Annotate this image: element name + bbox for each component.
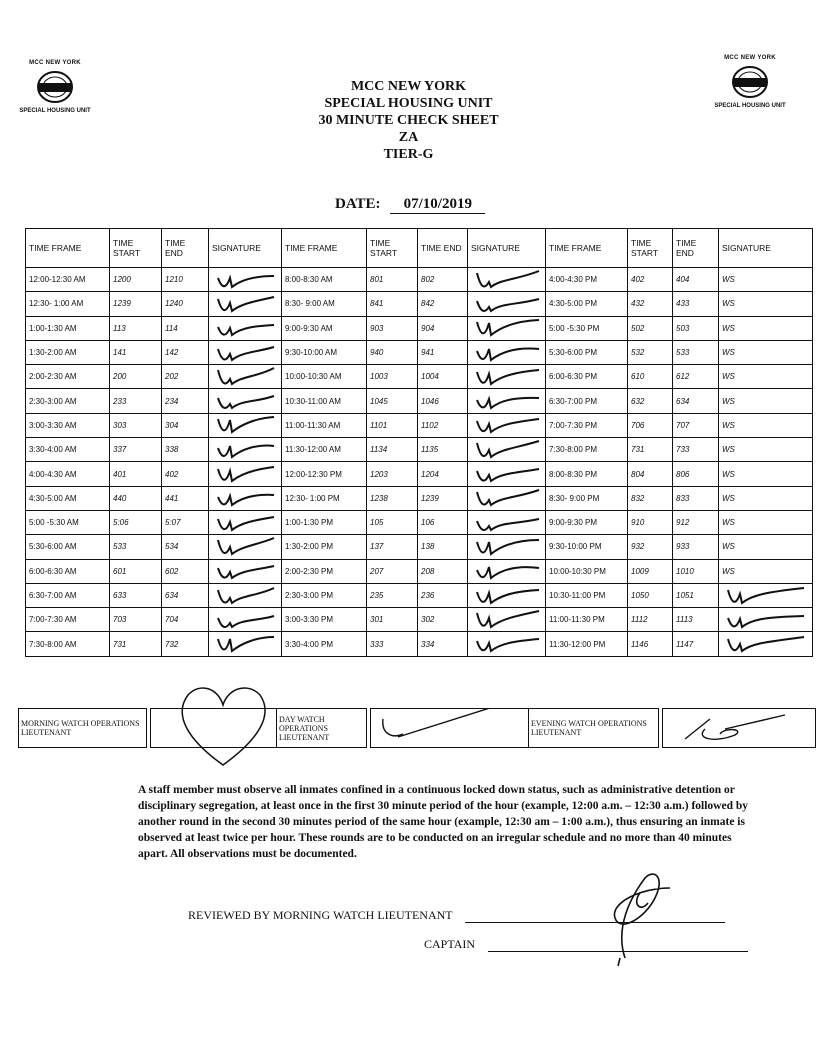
signature-cell[interactable] <box>468 413 546 437</box>
initials-scribble-mark <box>722 585 810 607</box>
time-start-cell[interactable]: 533 <box>110 535 162 559</box>
time-start-cell[interactable]: 910 <box>628 510 673 534</box>
time-end-cell[interactable]: 912 <box>673 510 719 534</box>
title-line-1: MCC NEW YORK <box>350 79 467 94</box>
table-row <box>26 510 813 534</box>
time-end-cell[interactable]: 1102 <box>418 413 468 437</box>
initials-scribble-mark <box>471 342 545 364</box>
initials-scribble-mark <box>471 585 545 607</box>
signature-cell[interactable] <box>209 486 282 510</box>
time-start-cell[interactable]: 801 <box>367 268 418 292</box>
day-lieutenant-signature-box[interactable] <box>371 709 529 748</box>
table-row <box>26 268 813 292</box>
initials-scribble-mark <box>471 439 545 461</box>
time-frame-cell[interactable]: 11:30-12:00 AM <box>282 438 367 462</box>
time-frame-cell[interactable]: 3:00-3:30 PM <box>282 608 367 632</box>
time-start-cell[interactable]: 1203 <box>367 462 418 486</box>
signature-cell[interactable] <box>209 340 282 364</box>
time-end-cell[interactable]: 208 <box>418 559 468 583</box>
logo-top-text: MCC NEW YORK <box>724 55 776 61</box>
time-end-cell[interactable]: 1135 <box>418 438 468 462</box>
time-frame-cell[interactable]: 11:30-12:00 PM <box>546 632 628 656</box>
time-frame-cell[interactable]: 12:30- 1:00 PM <box>282 486 367 510</box>
date-value: 07/10/2019 <box>390 196 485 214</box>
signature-cell[interactable] <box>209 632 282 656</box>
initials-scribble-mark <box>212 512 280 534</box>
evening-lieutenant-signature-box[interactable] <box>663 709 816 748</box>
time-start-cell[interactable]: 601 <box>110 559 162 583</box>
time-end-cell[interactable]: 338 <box>162 438 209 462</box>
time-frame-cell[interactable]: 10:00-10:30 AM <box>282 365 367 389</box>
time-start-cell[interactable]: 137 <box>367 535 418 559</box>
time-end-cell[interactable]: 634 <box>162 583 209 607</box>
day-lieutenant-label: DAY WATCH OPERATIONS LIEUTENANT <box>277 709 367 748</box>
initials-scribble-mark <box>471 317 545 339</box>
time-start-cell[interactable]: 1003 <box>367 365 418 389</box>
captain-signature-mark <box>560 858 700 968</box>
time-frame-cell[interactable]: 9:00-9:30 AM <box>282 316 367 340</box>
time-end-cell[interactable]: 534 <box>162 535 209 559</box>
column-header: TIME START <box>628 229 673 268</box>
table-row <box>26 340 813 364</box>
time-end-cell[interactable]: 1210 <box>162 268 209 292</box>
signature-cell[interactable]: WS <box>719 340 813 364</box>
time-frame-cell[interactable]: 10:30-11:00 PM <box>546 583 628 607</box>
time-frame-cell[interactable]: 9:00-9:30 PM <box>546 510 628 534</box>
time-end-cell[interactable]: 114 <box>162 316 209 340</box>
time-end-cell[interactable]: 106 <box>418 510 468 534</box>
time-frame-cell[interactable]: 5:00 -5:30 PM <box>546 316 628 340</box>
initials-scribble-mark <box>471 269 545 291</box>
time-end-cell[interactable]: 433 <box>673 292 719 316</box>
initials-scribble-mark <box>212 609 280 631</box>
signature-cell[interactable] <box>468 510 546 534</box>
logo-bottom-text: SPECIAL HOUSING UNIT <box>714 103 786 109</box>
table-row <box>26 413 813 437</box>
time-end-cell[interactable]: 707 <box>673 413 719 437</box>
time-start-cell[interactable]: 333 <box>367 632 418 656</box>
time-frame-cell[interactable]: 5:30-6:00 AM <box>26 535 110 559</box>
signature-cell[interactable] <box>468 583 546 607</box>
time-start-cell[interactable]: 401 <box>110 462 162 486</box>
time-end-cell[interactable]: 933 <box>673 535 719 559</box>
time-frame-cell[interactable]: 4:00-4:30 PM <box>546 268 628 292</box>
column-header: SIGNATURE <box>209 229 282 268</box>
initials-scribble-mark <box>212 439 280 461</box>
signature-cell[interactable]: WS <box>719 535 813 559</box>
time-frame-cell[interactable]: 10:00-10:30 PM <box>546 559 628 583</box>
initials-scribble-mark <box>471 293 545 315</box>
column-header: TIME START <box>367 229 418 268</box>
signature-cell[interactable] <box>719 608 813 632</box>
initials-scribble-mark <box>471 609 545 631</box>
signature-cell[interactable]: WS <box>719 510 813 534</box>
reviewed-by-label: REVIEWED BY MORNING WATCH LIEUTENANT <box>188 908 453 922</box>
time-start-cell[interactable]: 1112 <box>628 608 673 632</box>
time-start-cell[interactable]: 633 <box>110 583 162 607</box>
time-end-cell[interactable]: 733 <box>673 438 719 462</box>
initials-scribble-mark <box>212 366 280 388</box>
time-end-cell[interactable]: 503 <box>673 316 719 340</box>
initials-scribble-mark <box>471 366 545 388</box>
column-header: TIME END <box>673 229 719 268</box>
table-header-row <box>26 229 813 268</box>
time-start-cell[interactable]: 632 <box>628 389 673 413</box>
table-row <box>26 316 813 340</box>
signature-cell[interactable] <box>209 462 282 486</box>
time-end-cell[interactable]: 234 <box>162 389 209 413</box>
initials-scribble-mark <box>212 317 280 339</box>
time-end-cell[interactable]: 1113 <box>673 608 719 632</box>
time-frame-cell[interactable]: 5:00 -5:30 AM <box>26 510 110 534</box>
time-start-cell[interactable]: 207 <box>367 559 418 583</box>
time-end-cell[interactable]: 634 <box>673 389 719 413</box>
signature-cell[interactable] <box>209 316 282 340</box>
signature-cell[interactable]: WS <box>719 316 813 340</box>
initials-scribble-mark <box>471 512 545 534</box>
initials-scribble-mark <box>471 414 545 436</box>
time-start-cell[interactable]: 610 <box>628 365 673 389</box>
time-start-cell[interactable]: 940 <box>367 340 418 364</box>
time-start-cell[interactable]: 841 <box>367 292 418 316</box>
time-end-cell[interactable]: 802 <box>418 268 468 292</box>
initials-scribble-mark <box>212 342 280 364</box>
time-frame-cell[interactable]: 11:00-11:30 PM <box>546 608 628 632</box>
signature-cell[interactable] <box>468 292 546 316</box>
time-start-cell[interactable]: 402 <box>628 268 673 292</box>
table-row <box>26 438 813 462</box>
signature-cell[interactable] <box>468 316 546 340</box>
table-row <box>26 583 813 607</box>
signature-cell[interactable] <box>209 292 282 316</box>
time-frame-cell[interactable]: 1:00-1:30 PM <box>282 510 367 534</box>
signature-cell[interactable] <box>719 583 813 607</box>
time-start-cell[interactable]: 141 <box>110 340 162 364</box>
time-start-cell[interactable]: 532 <box>628 340 673 364</box>
time-start-cell[interactable]: 440 <box>110 486 162 510</box>
time-frame-cell[interactable]: 12:30- 1:00 AM <box>26 292 110 316</box>
initials-scribble-mark <box>212 414 280 436</box>
table-row <box>26 389 813 413</box>
time-start-cell[interactable]: 113 <box>110 316 162 340</box>
initials-scribble-mark <box>471 487 545 509</box>
time-frame-cell[interactable]: 3:30-4:00 PM <box>282 632 367 656</box>
initials-scribble-mark <box>471 463 545 485</box>
time-frame-cell[interactable]: 2:30-3:00 PM <box>282 583 367 607</box>
time-frame-cell[interactable]: 4:30-5:00 PM <box>546 292 628 316</box>
evening-lieutenant-label: EVENING WATCH OPERATIONS LIEUTENANT <box>529 709 659 748</box>
table-row <box>26 559 813 583</box>
time-end-cell[interactable]: 704 <box>162 608 209 632</box>
time-start-cell[interactable]: 1146 <box>628 632 673 656</box>
time-end-cell[interactable]: 302 <box>418 608 468 632</box>
time-start-cell[interactable]: 1239 <box>110 292 162 316</box>
signature-cell[interactable] <box>209 365 282 389</box>
time-end-cell[interactable]: 404 <box>673 268 719 292</box>
observation-policy-notice: A staff member must observe all inmates confined in a continuous locked down status, such as administrative detention or disciplinary segregation, at least once in the first 30 minute period of the hour (example, 12:00 a.m. – 12:30 a.m.) followed by another round in the second 30 minutes period of the same hour (example, 12:30 am – 1:00 a.m.), thus ensuring an inmate is observed at least twice per hour. These rounds are to be conducted on an irregular schedule and no more than 40 minutes apart. All observations must be documented. <box>138 784 748 860</box>
signature-cell[interactable]: WS <box>719 365 813 389</box>
initials-scribble-mark <box>212 269 280 291</box>
time-end-cell[interactable]: 1239 <box>418 486 468 510</box>
signature-cell[interactable]: WS <box>719 268 813 292</box>
time-end-cell[interactable]: 732 <box>162 632 209 656</box>
time-end-cell[interactable]: 806 <box>673 462 719 486</box>
column-header: SIGNATURE <box>719 229 813 268</box>
title-line-5: TIER-G <box>383 147 434 162</box>
signature-cell[interactable] <box>468 340 546 364</box>
time-end-cell[interactable]: 1051 <box>673 583 719 607</box>
column-header: TIME START <box>110 229 162 268</box>
column-header: TIME END <box>418 229 468 268</box>
time-end-cell[interactable]: 1046 <box>418 389 468 413</box>
initials-scribble-mark <box>212 633 280 655</box>
signature-cell[interactable] <box>209 268 282 292</box>
table-row <box>26 365 813 389</box>
time-start-cell[interactable]: 233 <box>110 389 162 413</box>
signature-cell[interactable]: WS <box>719 438 813 462</box>
time-frame-cell[interactable]: 7:30-8:00 PM <box>546 438 628 462</box>
time-frame-cell[interactable]: 4:30-5:00 AM <box>26 486 110 510</box>
time-frame-cell[interactable]: 7:00-7:30 PM <box>546 413 628 437</box>
time-start-cell[interactable]: 903 <box>367 316 418 340</box>
signature-cell[interactable] <box>468 365 546 389</box>
time-start-cell[interactable]: 301 <box>367 608 418 632</box>
signature-cell[interactable] <box>468 438 546 462</box>
table-row <box>26 535 813 559</box>
initials-scribble-mark <box>212 560 280 582</box>
time-start-cell[interactable]: 706 <box>628 413 673 437</box>
time-end-cell[interactable]: 612 <box>673 365 719 389</box>
table-row <box>26 608 813 632</box>
signature-cell[interactable] <box>468 268 546 292</box>
signature-cell[interactable]: WS <box>719 389 813 413</box>
time-frame-cell[interactable]: 1:00-1:30 AM <box>26 316 110 340</box>
date-field <box>335 196 485 214</box>
time-end-cell[interactable]: 833 <box>673 486 719 510</box>
time-end-cell[interactable]: 1147 <box>673 632 719 656</box>
signature-cell[interactable] <box>719 632 813 656</box>
time-start-cell[interactable]: 1009 <box>628 559 673 583</box>
initials-scribble-mark <box>212 585 280 607</box>
time-frame-cell[interactable]: 6:30-7:00 PM <box>546 389 628 413</box>
signature-cell[interactable]: WS <box>719 462 813 486</box>
time-end-cell[interactable]: 1010 <box>673 559 719 583</box>
initials-scribble-mark <box>722 633 810 655</box>
time-end-cell[interactable]: 402 <box>162 462 209 486</box>
signature-cell[interactable] <box>468 608 546 632</box>
time-frame-cell[interactable]: 11:00-11:30 AM <box>282 413 367 437</box>
column-header: SIGNATURE <box>468 229 546 268</box>
table-row <box>26 486 813 510</box>
time-frame-cell[interactable]: 8:30- 9:00 PM <box>546 486 628 510</box>
signature-cell[interactable] <box>468 632 546 656</box>
time-start-cell[interactable]: 200 <box>110 365 162 389</box>
time-frame-cell[interactable]: 7:30-8:00 AM <box>26 632 110 656</box>
time-end-cell[interactable]: 304 <box>162 413 209 437</box>
initials-scribble-mark <box>471 536 545 558</box>
time-start-cell[interactable]: 1045 <box>367 389 418 413</box>
initials-scribble-mark <box>212 463 280 485</box>
signature-cell[interactable] <box>209 438 282 462</box>
initials-scribble-mark <box>212 487 280 509</box>
signature-cell[interactable] <box>468 389 546 413</box>
time-frame-cell[interactable]: 5:30-6:00 PM <box>546 340 628 364</box>
time-frame-cell[interactable]: 8:30- 9:00 AM <box>282 292 367 316</box>
time-start-cell[interactable]: 235 <box>367 583 418 607</box>
time-frame-cell[interactable]: 6:30-7:00 AM <box>26 583 110 607</box>
time-frame-cell[interactable]: 8:00-8:30 AM <box>282 268 367 292</box>
time-frame-cell[interactable]: 12:00-12:30 AM <box>26 268 110 292</box>
initials-scribble-mark <box>471 633 545 655</box>
date-label: DATE: <box>335 196 381 212</box>
time-frame-cell[interactable]: 1:30-2:00 AM <box>26 340 110 364</box>
time-frame-cell[interactable]: 3:00-3:30 AM <box>26 413 110 437</box>
time-start-cell[interactable]: 337 <box>110 438 162 462</box>
morning-lieutenant-signature-box[interactable] <box>151 709 277 748</box>
signature-cell[interactable] <box>209 608 282 632</box>
signature-cell[interactable] <box>468 486 546 510</box>
logo-top-text: MCC NEW YORK <box>29 60 81 66</box>
time-end-cell[interactable]: 1204 <box>418 462 468 486</box>
logo-bottom-text: SPECIAL HOUSING UNIT <box>19 108 91 114</box>
time-start-cell[interactable]: 731 <box>628 438 673 462</box>
time-start-cell[interactable]: 105 <box>367 510 418 534</box>
signature-cell[interactable] <box>209 389 282 413</box>
time-start-cell[interactable]: 432 <box>628 292 673 316</box>
table-row <box>26 632 813 656</box>
time-end-cell[interactable]: 941 <box>418 340 468 364</box>
time-frame-cell[interactable]: 2:00-2:30 AM <box>26 365 110 389</box>
time-end-cell[interactable]: 236 <box>418 583 468 607</box>
signature-cell[interactable]: WS <box>719 413 813 437</box>
time-end-cell[interactable]: 138 <box>418 535 468 559</box>
column-header: TIME FRAME <box>26 229 110 268</box>
time-frame-cell[interactable]: 2:30-3:00 AM <box>26 389 110 413</box>
time-start-cell[interactable]: 1200 <box>110 268 162 292</box>
time-end-cell[interactable]: 142 <box>162 340 209 364</box>
signature-cell[interactable]: WS <box>719 486 813 510</box>
time-frame-cell[interactable]: 2:00-2:30 PM <box>282 559 367 583</box>
signature-cell[interactable] <box>209 559 282 583</box>
time-start-cell[interactable]: 1101 <box>367 413 418 437</box>
signature-cell[interactable]: WS <box>719 292 813 316</box>
time-end-cell[interactable]: 334 <box>418 632 468 656</box>
initials-scribble-mark <box>212 536 280 558</box>
initials-scribble-mark <box>471 560 545 582</box>
table-row <box>26 292 813 316</box>
time-end-cell[interactable]: 5:07 <box>162 510 209 534</box>
time-end-cell[interactable]: 202 <box>162 365 209 389</box>
time-frame-cell[interactable]: 12:00-12:30 PM <box>282 462 367 486</box>
time-start-cell[interactable]: 1050 <box>628 583 673 607</box>
signature-cell[interactable] <box>209 510 282 534</box>
signature-cell[interactable]: WS <box>719 559 813 583</box>
captain-label: CAPTAIN <box>424 937 476 951</box>
title-line-4: ZA <box>398 130 419 145</box>
column-header: TIME FRAME <box>282 229 367 268</box>
time-end-cell[interactable]: 1004 <box>418 365 468 389</box>
document-title <box>0 78 817 163</box>
lieutenant-signature-table <box>18 708 816 748</box>
title-line-3: 30 MINUTE CHECK SHEET <box>318 113 499 128</box>
signature-cell[interactable] <box>209 413 282 437</box>
time-start-cell[interactable]: 5:06 <box>110 510 162 534</box>
time-end-cell[interactable]: 533 <box>673 340 719 364</box>
initials-scribble-mark <box>722 609 810 631</box>
time-start-cell[interactable]: 303 <box>110 413 162 437</box>
time-start-cell[interactable]: 1134 <box>367 438 418 462</box>
time-end-cell[interactable]: 904 <box>418 316 468 340</box>
time-end-cell[interactable]: 441 <box>162 486 209 510</box>
time-frame-cell[interactable]: 7:00-7:30 AM <box>26 608 110 632</box>
title-line-2: SPECIAL HOUSING UNIT <box>324 96 493 111</box>
time-frame-cell[interactable]: 9:30-10:00 PM <box>546 535 628 559</box>
column-header: TIME END <box>162 229 209 268</box>
time-frame-cell[interactable]: 4:00-4:30 AM <box>26 462 110 486</box>
time-frame-cell[interactable]: 9:30-10:00 AM <box>282 340 367 364</box>
evening-lieutenant-signature-mark <box>665 709 815 745</box>
time-start-cell[interactable]: 1238 <box>367 486 418 510</box>
time-frame-cell[interactable]: 8:00-8:30 PM <box>546 462 628 486</box>
signature-cell[interactable] <box>468 559 546 583</box>
time-end-cell[interactable]: 1240 <box>162 292 209 316</box>
time-end-cell[interactable]: 842 <box>418 292 468 316</box>
initials-scribble-mark <box>212 293 280 315</box>
time-frame-cell[interactable]: 3:30-4:00 AM <box>26 438 110 462</box>
initials-scribble-mark <box>471 390 545 412</box>
check-table <box>25 228 813 657</box>
morning-lieutenant-label: MORNING WATCH OPERATIONS LIEUTENANT <box>19 709 147 748</box>
time-frame-cell[interactable]: 10:30-11:00 AM <box>282 389 367 413</box>
column-header: TIME FRAME <box>546 229 628 268</box>
time-frame-cell[interactable]: 6:00-6:30 PM <box>546 365 628 389</box>
day-lieutenant-signature-mark <box>373 709 523 745</box>
time-start-cell[interactable]: 703 <box>110 608 162 632</box>
signature-cell[interactable] <box>468 535 546 559</box>
signature-cell[interactable] <box>468 462 546 486</box>
time-frame-cell[interactable]: 6:00-6:30 AM <box>26 559 110 583</box>
signature-cell[interactable] <box>209 583 282 607</box>
time-start-cell[interactable]: 832 <box>628 486 673 510</box>
time-end-cell[interactable]: 602 <box>162 559 209 583</box>
time-start-cell[interactable]: 932 <box>628 535 673 559</box>
table-row <box>26 462 813 486</box>
initials-scribble-mark <box>212 390 280 412</box>
time-start-cell[interactable]: 731 <box>110 632 162 656</box>
time-frame-cell[interactable]: 1:30-2:00 PM <box>282 535 367 559</box>
time-start-cell[interactable]: 804 <box>628 462 673 486</box>
time-start-cell[interactable]: 502 <box>628 316 673 340</box>
signature-cell[interactable] <box>209 535 282 559</box>
